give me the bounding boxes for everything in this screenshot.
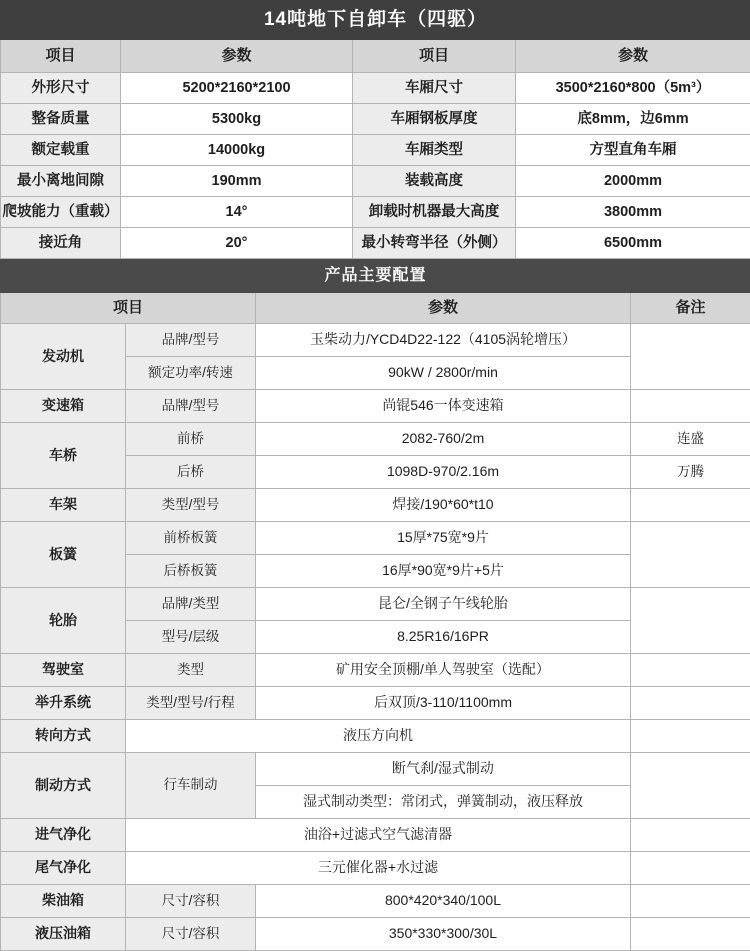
config-sub: 前桥板簧 [126,522,256,555]
spec-value: 6500mm [516,228,750,259]
spec-label: 车厢尺寸 [353,73,516,104]
config-sub: 品牌/类型 [126,588,256,621]
config-header-param: 参数 [256,293,631,324]
spec-header-row [1,40,750,73]
table-row [1,390,750,423]
config-value: 15厚*75宽*9片 [256,522,631,555]
config-header-note: 备注 [631,293,750,324]
spec-header-param-1: 参数 [121,40,353,73]
table-row [1,197,750,228]
sheet-title-row [1,1,750,40]
config-table [0,259,750,951]
config-value: 三元催化器+水过滤 [126,852,631,885]
spec-value: 方型直角车厢 [516,135,750,166]
table-row [1,135,750,166]
table-row [1,324,750,357]
config-item: 驾驶室 [1,654,126,687]
table-row [1,852,750,885]
spec-header-param-2: 参数 [516,40,750,73]
spec-label: 车厢钢板厚度 [353,104,516,135]
config-note [631,489,750,522]
config-value: 后双顶/3-110/1100mm [256,687,631,720]
config-sub: 前桥 [126,423,256,456]
config-note [631,852,750,885]
config-value: 尚锟546一体变速箱 [256,390,631,423]
section-title-row [1,260,750,293]
table-row [1,166,750,197]
table-row [1,588,750,621]
table-row [1,423,750,456]
table-row [1,489,750,522]
config-note [631,522,750,588]
config-value: 玉柴动力/YCD4D22-122（4105涡轮增压） [256,324,631,357]
config-sub: 类型/型号 [126,489,256,522]
spec-value: 2000mm [516,166,750,197]
spec-label: 装载高度 [353,166,516,197]
config-item: 制动方式 [1,753,126,819]
config-header-row [1,293,750,324]
config-sub: 类型 [126,654,256,687]
table-row [1,228,750,259]
config-note: 万腾 [631,456,750,489]
config-value: 断气刹/湿式制动 [256,753,631,786]
config-sub: 类型/型号/行程 [126,687,256,720]
spec-header-item-1: 项目 [1,40,121,73]
config-value: 8.25R16/16PR [256,621,631,654]
config-sub: 后桥 [126,456,256,489]
config-note [631,324,750,390]
table-row [1,104,750,135]
spec-value: 底8mm，边6mm [516,104,750,135]
spec-value: 190mm [121,166,353,197]
spec-value: 5200*2160*2100 [121,73,353,104]
config-note [631,687,750,720]
page-title: 14吨地下自卸车（四驱） [1,1,750,40]
config-value: 油浴+过滤式空气滤清器 [126,819,631,852]
config-item: 板簧 [1,522,126,588]
config-note [631,390,750,423]
config-value: 800*420*340/100L [256,885,631,918]
config-item: 转向方式 [1,720,126,753]
config-item: 举升系统 [1,687,126,720]
table-row [1,720,750,753]
spec-label: 额定载重 [1,135,121,166]
config-item: 车桥 [1,423,126,489]
spec-value: 20° [121,228,353,259]
config-sub: 尺寸/容积 [126,885,256,918]
table-row [1,819,750,852]
config-sub: 型号/层级 [126,621,256,654]
config-value: 湿式制动类型：常闭式，弹簧制动，液压释放 [256,786,631,819]
spec-label: 最小离地间隙 [1,166,121,197]
config-item: 变速箱 [1,390,126,423]
config-note [631,918,750,951]
spec-label: 卸载时机器最大高度 [353,197,516,228]
config-note: 连盛 [631,423,750,456]
config-note [631,720,750,753]
spec-label: 最小转弯半径（外侧） [353,228,516,259]
config-note [631,654,750,687]
config-item: 尾气净化 [1,852,126,885]
config-note [631,819,750,852]
config-item: 进气净化 [1,819,126,852]
config-header-item: 项目 [1,293,256,324]
table-row [1,687,750,720]
spec-table [0,0,750,259]
config-note [631,753,750,819]
spec-label: 整备质量 [1,104,121,135]
table-row [1,73,750,104]
spec-header-item-2: 项目 [353,40,516,73]
config-value: 1098D-970/2.16m [256,456,631,489]
config-value: 350*330*300/30L [256,918,631,951]
spec-value: 3500*2160*800（5m³） [516,73,750,104]
spec-label: 爬坡能力（重载） [1,197,121,228]
config-value: 昆仑/全钢子午线轮胎 [256,588,631,621]
config-item: 轮胎 [1,588,126,654]
table-row [1,918,750,951]
config-sub: 额定功率/转速 [126,357,256,390]
config-item: 发动机 [1,324,126,390]
config-item: 车架 [1,489,126,522]
spec-value: 3800mm [516,197,750,228]
spec-label: 外形尺寸 [1,73,121,104]
config-sub: 行车制动 [126,753,256,819]
config-value: 90kW / 2800r/min [256,357,631,390]
spec-value: 14000kg [121,135,353,166]
table-row [1,885,750,918]
config-value: 液压方向机 [126,720,631,753]
config-value: 矿用安全顶棚/单人驾驶室（选配） [256,654,631,687]
config-sub: 尺寸/容积 [126,918,256,951]
spec-value: 5300kg [121,104,353,135]
config-item: 柴油箱 [1,885,126,918]
spec-label: 接近角 [1,228,121,259]
config-value: 焊接/190*60*t10 [256,489,631,522]
config-note [631,588,750,654]
config-note [631,885,750,918]
section-title: 产品主要配置 [1,260,750,293]
config-sub: 品牌/型号 [126,390,256,423]
spec-label: 车厢类型 [353,135,516,166]
config-value: 2082-760/2m [256,423,631,456]
table-row [1,522,750,555]
config-sub: 后桥板簧 [126,555,256,588]
spec-value: 14° [121,197,353,228]
config-sub: 品牌/型号 [126,324,256,357]
table-row [1,753,750,786]
config-value: 16厚*90宽*9片+5片 [256,555,631,588]
table-row [1,654,750,687]
config-item: 液压油箱 [1,918,126,951]
